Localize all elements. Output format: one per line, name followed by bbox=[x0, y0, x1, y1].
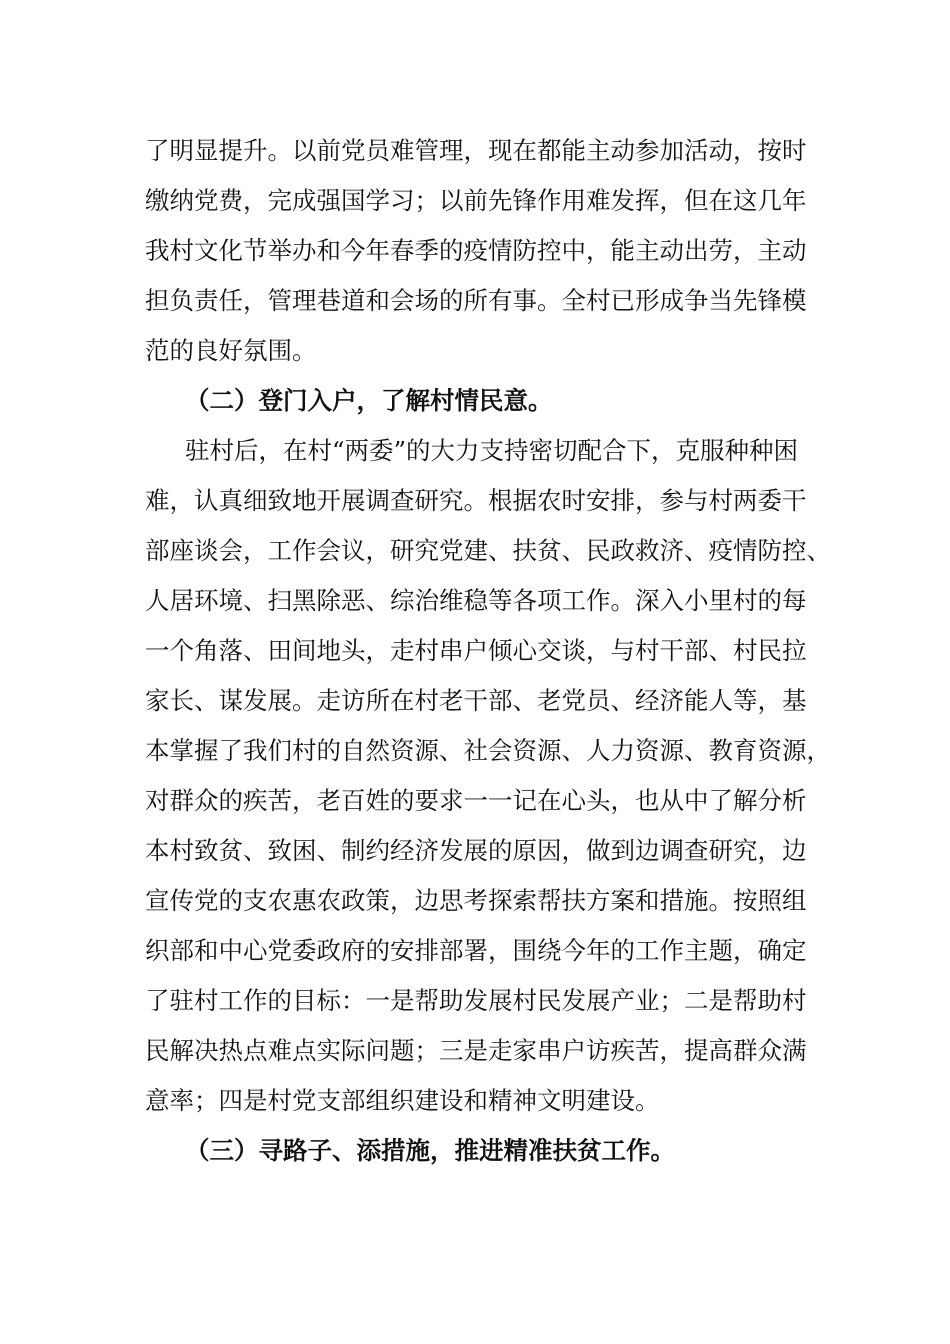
body-text-line: 意率；四是村党支部组织建设和精神文明建设。 bbox=[145, 1086, 660, 1115]
body-text-line: 我村文化节举办和今年春季的疫情防控中，能主动出劳，主动 bbox=[145, 236, 807, 265]
body-text-line: 人居环境、扫黑除恶、综治维稳等各项工作。深入小里村的每 bbox=[145, 586, 807, 615]
body-text-line: 家长、谋发展。走访所在村老干部、老党员、经济能人等，基 bbox=[145, 686, 807, 715]
body-text-line: 部座谈会，工作会议，研究党建、扶贫、民政救济、疫情防控、 bbox=[145, 536, 831, 565]
section-heading-3: （三）寻路子、添措施，推进精准扶贫工作。 bbox=[185, 1136, 675, 1165]
section-heading-2: （二）登门入户，了解村情民意。 bbox=[185, 386, 553, 415]
body-text-line: 范的良好氛围。 bbox=[145, 336, 317, 365]
body-text-line: 本掌握了我们村的自然资源、社会资源、人力资源、教育资源， bbox=[145, 736, 831, 765]
body-text-line: 担负责任，管理巷道和会场的所有事。全村已形成争当先锋模 bbox=[145, 286, 807, 315]
body-text-line: 一个角落、田间地头，走村串户倾心交谈，与村干部、村民拉 bbox=[145, 636, 807, 665]
body-text-line: 织部和中心党委政府的安排部署，围绕今年的工作主题，确定 bbox=[145, 936, 807, 965]
body-text-line: 了明显提升。以前党员难管理，现在都能主动参加活动，按时 bbox=[145, 136, 807, 165]
body-text-line: 民解决热点难点实际问题；三是走家串户访疾苦，提高群众满 bbox=[145, 1036, 807, 1065]
body-text-line: 宣传党的支农惠农政策，边思考探索帮扶方案和措施。按照组 bbox=[145, 886, 807, 915]
body-text-line: 缴纳党费，完成强国学习；以前先锋作用难发挥，但在这几年 bbox=[145, 186, 807, 215]
body-text-line: 驻村后，在村“两委”的大力支持密切配合下，克服种种困 bbox=[185, 436, 799, 465]
body-text-line: 了驻村工作的目标：一是帮助发展村民发展产业；二是帮助村 bbox=[145, 986, 807, 1015]
body-text-line: 难，认真细致地开展调查研究。根据农时安排，参与村两委干 bbox=[145, 486, 807, 515]
body-text-line: 对群众的疾苦，老百姓的要求一一记在心头，也从中了解分析 bbox=[145, 786, 807, 815]
body-text-line: 本村致贫、致困、制约经济发展的原因，做到边调查研究，边 bbox=[145, 836, 807, 865]
